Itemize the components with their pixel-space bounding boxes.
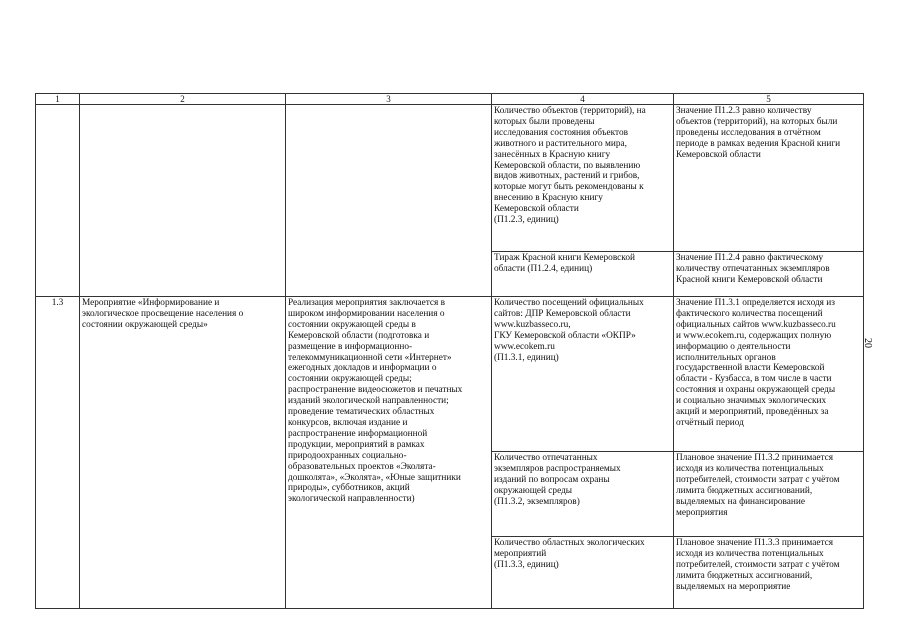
indicator-p124-method: Значение П1.2.4 равно фактическому количеству отпечатанных экземпляров Красной книги Кемеровской области bbox=[674, 252, 864, 297]
row-1-3-description: Реализация мероприятия заключается в широком информировании населения о состоянии окружающей среды в Кемеровской области (подготовка и размещение в информационно- телекоммуникационной сети «Интернет» ежегодных докладов и информации о состоянии окружающей среды; распространение видеосюжетов и печатных изданий экологической направленности; проведение тематических областных конкурсов, включая издание и распространение информационной продукции, мероприятий в рамках природоохранных социально- образовательных проектов «Эколята- дошколята», «Эколята», «Юные защитники природы», субботников, акций экологической направленности) bbox=[286, 297, 492, 609]
indicator-p123-method: Значение П1.2.3 равно количеству объектов (территорий), на которых были проведены исследования в отчётном периоде в рамках ведения Красной книги Кемеровской области bbox=[674, 105, 864, 252]
row-1-2-number-cell bbox=[36, 105, 80, 297]
indicator-p132-text: Количество отпечатанных экземпляров распространяемых изданий по вопросам охраны окружающей среды (П1.3.2, экземпляров) bbox=[492, 452, 674, 537]
indicator-p123-text: Количество объектов (территорий), на которых были проведены исследования состояния объектов животного и растительного мира, занесённых в Красную книгу Кемеровской области, по выявлению видов животных, растений и грибов, которые могут быть рекомендованы к внесению в Красную книгу Кемеровской области (П1.2.3, единиц) bbox=[492, 105, 674, 252]
header-col-5: 5 bbox=[674, 94, 864, 105]
indicator-p133-text: Количество областных экологических мероприятий (П1.3.3, единиц) bbox=[492, 537, 674, 609]
indicator-p131-method: Значение П1.3.1 определяется исходя из фактического количества посещений официальных сайтов www.kuzbasseco.ru и www.ecokem.ru, содержащих полную информацию о деятельности исполнительных органов государственной власти Кемеровской области - Кузбасса, в том числе в части состояния и охраны окружающей среды и социально значимых экологических акций и мероприятий, проведённых за отчётный период bbox=[674, 297, 864, 452]
header-col-2: 2 bbox=[80, 94, 286, 105]
row-1-2-measure-cell bbox=[80, 105, 286, 297]
indicator-p133-method: Плановое значение П1.3.3 принимается исходя из количества потенциальных потребителей, стоимости затрат с учётом лимита бюджетных ассигнований, выделяемых на мероприятие bbox=[674, 537, 864, 609]
table-header-row bbox=[36, 94, 864, 105]
indicator-p131-text: Количество посещений официальных сайтов: ДПР Кемеровской области www.kuzbasseco.ru, ГКУ Кемеровской области «ОКПР» www.ecokem.ru (П1.3.1, единиц) bbox=[492, 297, 674, 452]
row-1-3-measure: Мероприятие «Информирование и экологическое просвещение населения о состоянии окружающей среды» bbox=[80, 297, 286, 609]
table-row bbox=[36, 297, 864, 452]
indicator-p132-method: Плановое значение П1.3.2 принимается исходя из количества потенциальных потребителей, стоимости затрат с учётом лимита бюджетных ассигнований, выделяемых на финансирование мероприятия bbox=[674, 452, 864, 537]
row-1-2-description-cell bbox=[286, 105, 492, 297]
indicator-p124-text: Тираж Красной книги Кемеровской области (П1.2.4, единиц) bbox=[492, 252, 674, 297]
table-row bbox=[36, 105, 864, 252]
header-col-1: 1 bbox=[36, 94, 80, 105]
row-1-3-number: 1.3 bbox=[36, 297, 80, 609]
indicators-table bbox=[35, 93, 864, 609]
page-number: 20 bbox=[862, 338, 873, 348]
header-col-3: 3 bbox=[286, 94, 492, 105]
header-col-4: 4 bbox=[492, 94, 674, 105]
